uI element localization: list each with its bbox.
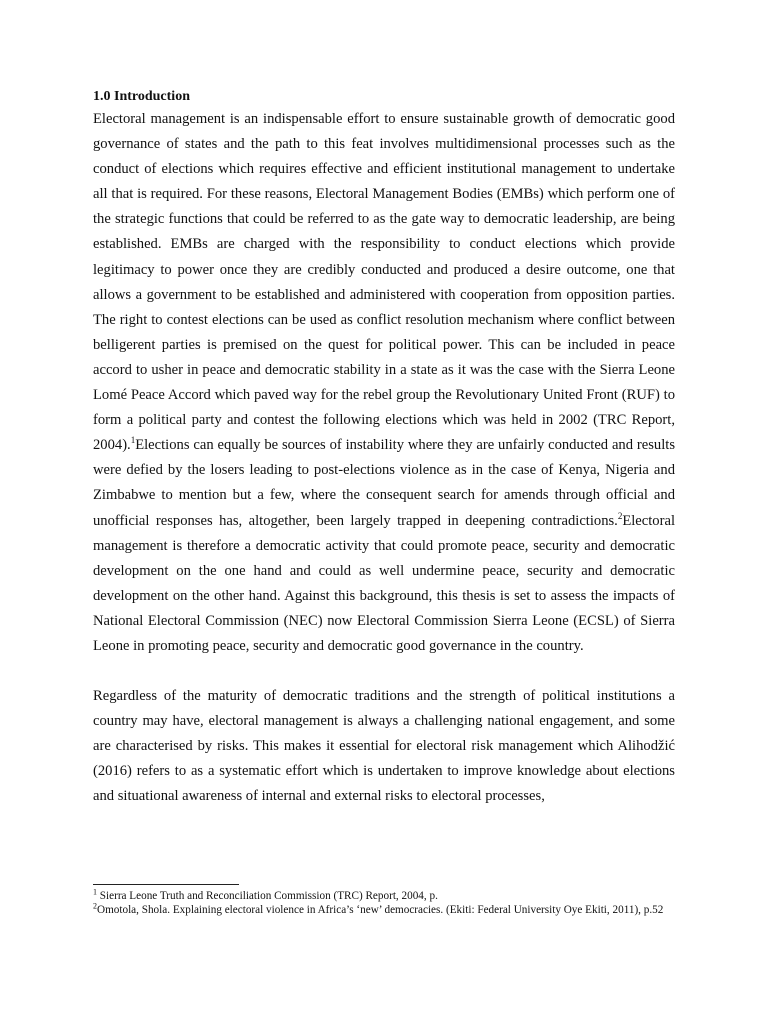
footnote-2 [93,903,675,917]
footnote-reference-2: 2 [617,510,623,521]
paragraph-text: Elections can equally be sources of instability where they are unfairly conducted and results were defied by the losers leading to post-elections violence as in the case of Kenya, Nigeria and Zimbabwe to mention but a few, where the consequent search for amends through official and unofficial responses has, altogether, been largely trapped in deepening contradictions. [93,437,675,529]
section-heading: 1.0 Introduction [93,89,190,104]
footnote-mark: 1 [93,887,97,897]
footnote-1 [93,889,675,903]
paragraph-introduction [93,107,675,659]
paragraph-risk-management: Regardless of the maturity of democratic traditions and the strength of political institutions a country may have, electoral management is always a challenging national engagement, and some are characterised by risks. This makes it essential for electoral risk management which Alihodžić (2016) refers to as a systematic effort which is undertaken to improve knowledge about elections and situational awareness of internal and external risks to electoral processes, [93,688,675,805]
footnote-text: Omotola, Shola. Explaining electoral violence in Africa’s ‘new’ democracies. (Ekiti: Federal University Oye Ekiti, 2011), p.52 [97,904,664,916]
footnote-mark: 2 [93,901,97,911]
footnote-text: Sierra Leone Truth and Reconciliation Commission (TRC) Report, 2004, p. [97,890,438,902]
footnote-separator [93,884,239,885]
footnote-reference-1: 1 [130,435,136,446]
footnotes-section [93,884,675,917]
document-body [93,87,675,810]
paragraph-text: Electoral management is an indispensable effort to ensure sustainable growth of democratic good governance of states and the path to this feat involves multidimensional processes such as the conduct of elections which requires effective and efficient institutional management to undertake all that is required. For these reasons, Electoral Management Bodies (EMBs) which perform one of the strategic functions that could be referred to as the gate way to democratic leadership, are being established. EMBs are charged with the responsibility to conduct elections which provide legitimacy to power once they are credibly conducted and produced a desire outcome, one that allows a government to be established and administered with cooperation from opposition parties. The right to contest elections can be used as conflict resolution mechanism where conflict between belligerent parties is premised on the quest for political power. This can be included in peace accord to usher in peace and democratic stability in a state as it was the case with the Sierra Leone Lomé Peace Accord which paved way for the rebel group the Revolutionary United Front (RUF) to form a political party and contest the following elections which was held in 2002 (TRC Report, 2004). [93,111,675,454]
paragraph-text: Electoral management is therefore a democratic activity that could promote peace, security and democratic development on the one hand and could as well undermine peace, security and democratic development on the other hand. Against this background, this thesis is set to assess the impacts of National Electoral Commission (NEC) now Electoral Commission Sierra Leone (ECSL) of Sierra Leone in promoting peace, security and democratic good governance in the country. [93,512,675,654]
